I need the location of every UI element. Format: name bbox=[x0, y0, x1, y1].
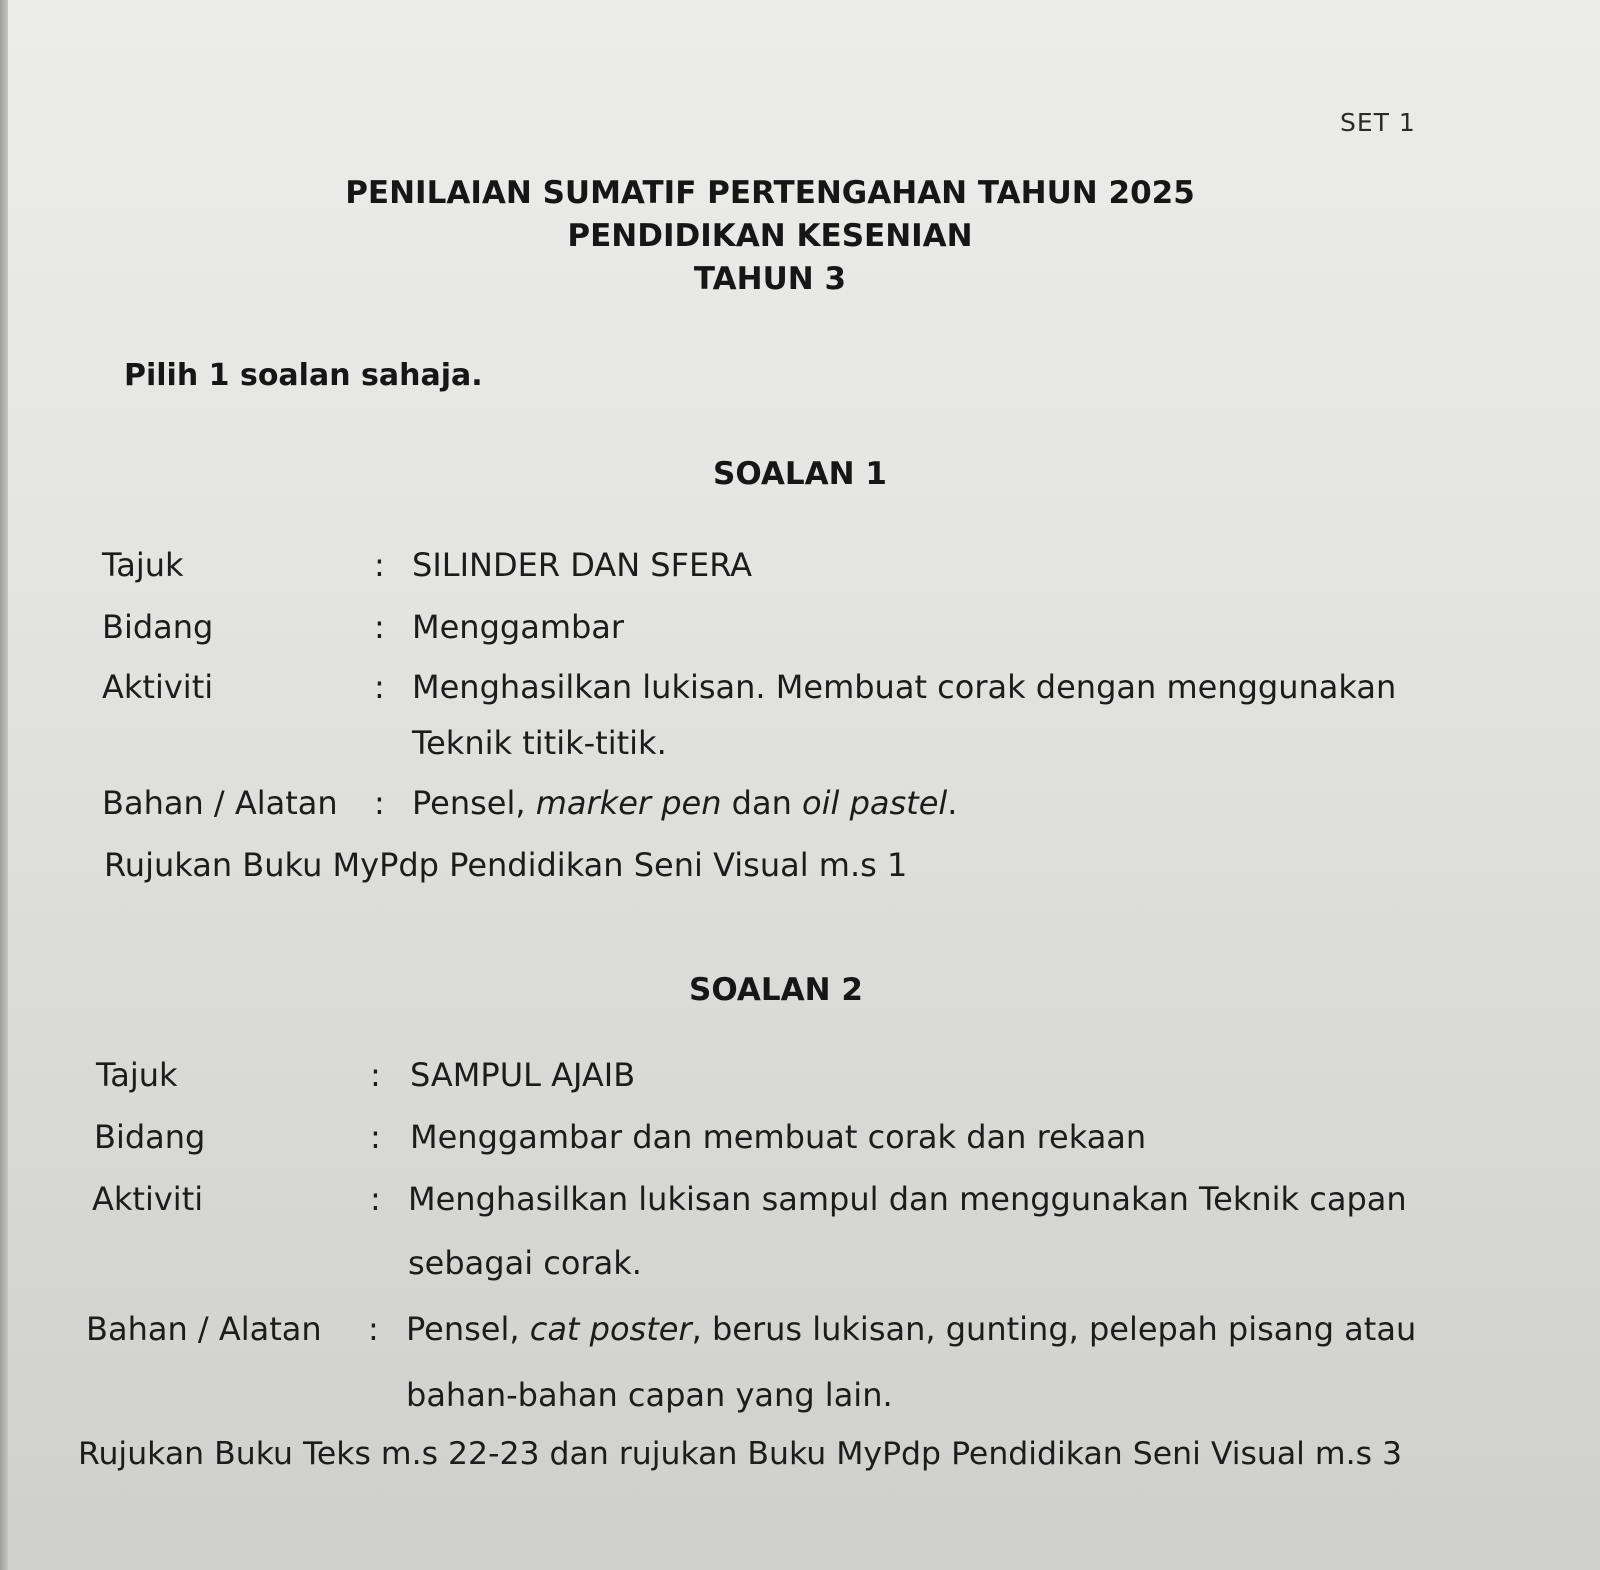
bidang-label: Bidang bbox=[94, 1118, 206, 1156]
colon: : bbox=[374, 608, 385, 646]
aktiviti-value-line-1: Menghasilkan lukisan sampul dan menggunakan Teknik capan bbox=[408, 1180, 1407, 1218]
bahan-value bbox=[412, 784, 957, 822]
bahan-text: . bbox=[947, 784, 958, 822]
bahan-label: Bahan / Alatan bbox=[86, 1310, 322, 1348]
aktiviti-value-line-1: Menghasilkan lukisan. Membuat corak dengan menggunakan bbox=[412, 668, 1397, 706]
bahan-italic-text: oil pastel bbox=[802, 784, 948, 822]
question-2-rujukan: Rujukan Buku Teks m.s 22-23 dan rujukan Buku MyPdp Pendidikan Seni Visual m.s 3 bbox=[78, 1436, 1403, 1472]
header-subject: PENDIDIKAN KESENIAN bbox=[567, 218, 973, 254]
bahan-text: dan bbox=[721, 784, 803, 822]
aktiviti-label: Aktiviti bbox=[92, 1180, 204, 1218]
colon: : bbox=[370, 1118, 381, 1156]
set-label: SET 1 bbox=[1340, 108, 1416, 137]
tajuk-value: SAMPUL AJAIB bbox=[410, 1056, 636, 1094]
question-1-rujukan: Rujukan Buku MyPdp Pendidikan Seni Visual m.s 1 bbox=[104, 846, 908, 884]
header-year: TAHUN 3 bbox=[693, 261, 847, 297]
bidang-value: Menggambar bbox=[412, 608, 625, 646]
aktiviti-label: Aktiviti bbox=[102, 668, 214, 706]
bahan-value-line-2: bahan-bahan capan yang lain. bbox=[406, 1376, 893, 1414]
instruction-text: Pilih 1 soalan sahaja. bbox=[124, 358, 483, 393]
colon: : bbox=[374, 546, 385, 584]
bahan-italic-text: cat poster bbox=[529, 1310, 692, 1348]
question-2-title: SOALAN 2 bbox=[689, 972, 863, 1008]
tajuk-value: SILINDER DAN SFERA bbox=[412, 546, 753, 584]
document-header bbox=[0, 172, 1540, 301]
tajuk-label: Tajuk bbox=[102, 546, 184, 584]
bahan-text: Pensel, bbox=[412, 784, 536, 822]
bidang-value: Menggambar dan membuat corak dan rekaan bbox=[410, 1118, 1147, 1156]
colon: : bbox=[370, 1180, 381, 1218]
header-exam-title: PENILAIAN SUMATIF PERTENGAHAN TAHUN 2025 bbox=[345, 175, 1195, 211]
bidang-label: Bidang bbox=[102, 608, 214, 646]
question-1-title: SOALAN 1 bbox=[713, 456, 887, 492]
bahan-text: Pensel, bbox=[406, 1310, 530, 1348]
colon: : bbox=[368, 1310, 379, 1348]
bahan-italic-text: marker pen bbox=[535, 784, 722, 822]
bahan-label: Bahan / Alatan bbox=[102, 784, 338, 822]
colon: : bbox=[374, 668, 385, 706]
colon: : bbox=[370, 1056, 381, 1094]
bahan-value-line-1 bbox=[406, 1310, 1416, 1348]
bahan-text: , berus lukisan, gunting, pelepah pisang atau bbox=[691, 1310, 1417, 1348]
aktiviti-value-line-2: sebagai corak. bbox=[408, 1244, 642, 1282]
aktiviti-value-line-2: Teknik titik-titik. bbox=[412, 724, 667, 762]
colon: : bbox=[374, 784, 385, 822]
tajuk-label: Tajuk bbox=[96, 1056, 178, 1094]
